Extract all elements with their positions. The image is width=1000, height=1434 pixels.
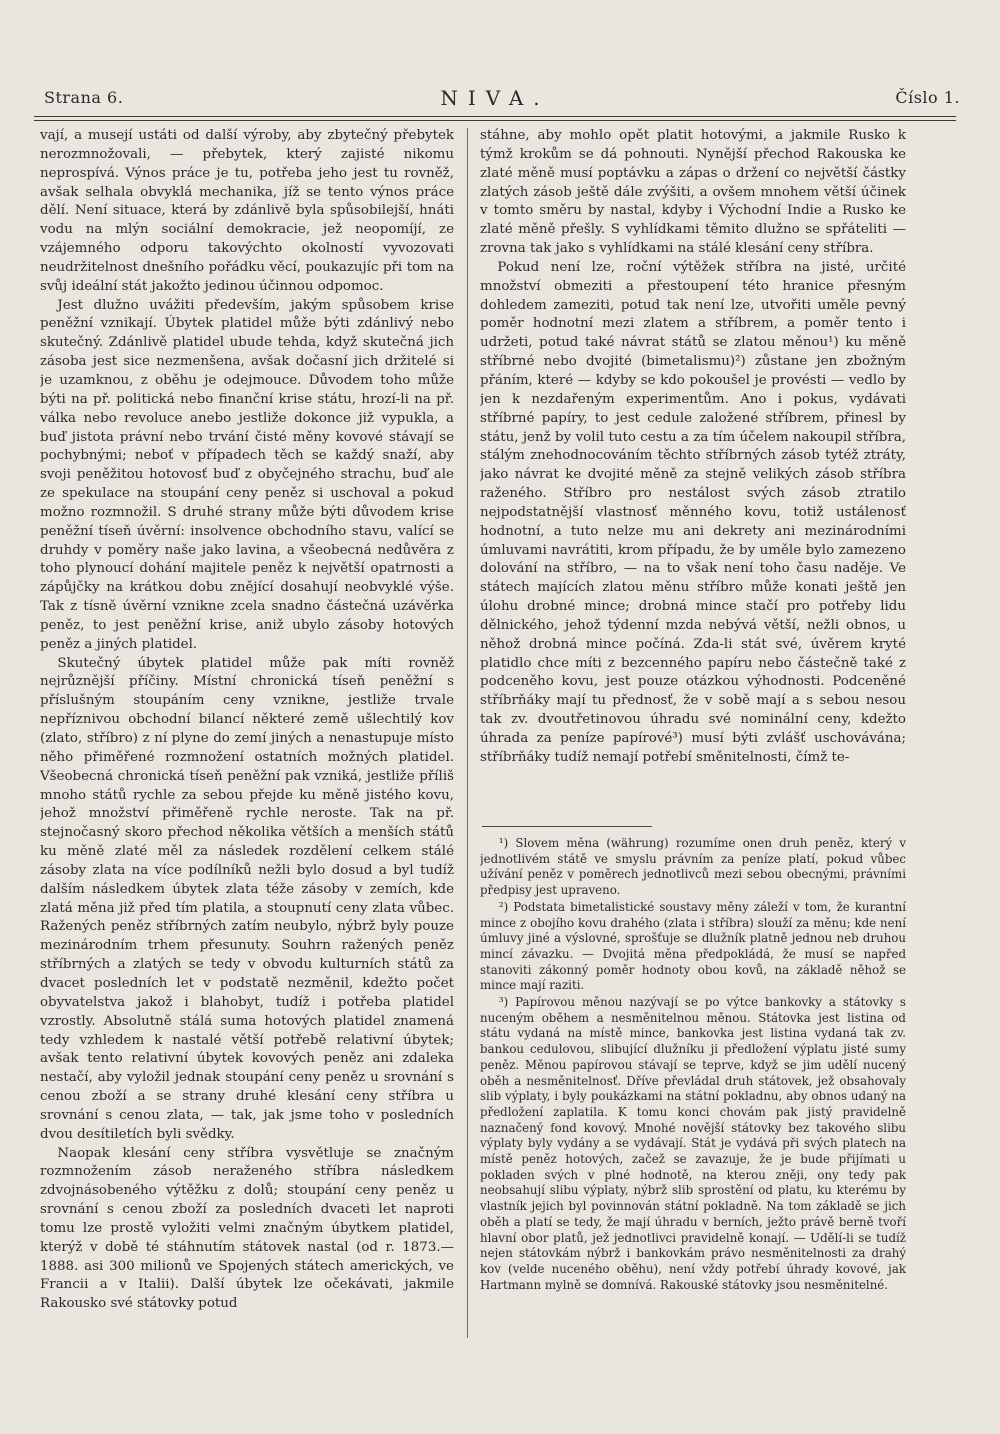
paragraph: stáhne, aby mohlo opět platit hotovými, a jakmile Rusko k týmž krokům se dá pohnouti. Nynější přechod Rakouska ke zlaté měně musí poptávku a zápas o držení co největší částky zlatých zásob ještě dále zvýšiti, a ovšem mnohem větší účinek v tomto směru by nastal, kdyby i Východní Indie a Rusko ke zlaté měně přešly. S vyhlídkami těmito dlužno se spřáteliti — zrovna tak jako s vyhlídkami na stálé klesání ceny stříbra. bbox=[480, 128, 906, 257]
issue-number: Číslo 1. bbox=[895, 88, 960, 107]
running-header bbox=[30, 86, 960, 112]
right-column bbox=[480, 127, 906, 817]
paragraph: Pokud není lze, roční výtěžek stříbra na jisté, určité množství obmeziti a přestoupení této hranice přesným dohledem zameziti, potud tak není lze, utvořiti uměle pevný poměr hodnotní mezi zlatem a stříbrem, a poměr tento i udržeti, potud také návrat států se zlatou měnou¹) ku měně stříbrné nebo dvojité (bimetalismu)²) zůstane jen zbožným přáním, které — kdyby se kdo pokoušel je provésti — vedlo by jen k nezdařeným experimentům. Ano i pokus, vydávati stříbrné papíry, to jest cedule založené stříbrem, přinesl by státu, jenž by volil tuto cestu a za tím účelem nakoupil stříbra, stálým znehodnocováním těchto stříbrných zásob tytéž ztráty, jako návrat ke dvojité měně za stejně velikých zásob stříbra raženého. Stříbro pro nestálost svých zásob ztratilo nejpodstatnější vlastnosť měnného kovu, totiž ustálenosť hodnotní, a tuto nelze mu ani dekrety ani mezinárodními úmluvami navrátiti, krom případu, že by uměle bylo zamezeno dolování na stříbro, — na to však není toho času naděje. Ve státech majících zlatou měnu stříbro může konati ještě jen úlohu drobné mince; drobná mince stačí pro potřeby lidu dělnického, jehož týdenní mzda nebývá větší, nežli obnos, u něhož drobná mince počíná. Zda-li stát své, úvěrem kryté platidlo chce míti z bezcenného papíru nebo částečně také z podceněho kovu, jest pouze otázkou výhodnosti. Podceněné stříbrňáky mají tu přednosť, že v sobě mají a s sebou nesou tak zv. dvoutřetinovou úhradu své nominální ceny, kdežto úhrada za peníze papírové³) musí býti zvlášť uschovávána; stříbrňáky tudíž nemají potřebí směnitelnosti, čímž te- bbox=[480, 259, 906, 765]
footnote: ³) Papírovou měnou nazývají se po výtce bankovky a státovky s nuceným oběhem a nesměnitelnou měnou. Státovka jest listina od státu vydaná na místě mince, bankovka jest listina vydaná tak zv. bankou cedulovou, slibující dlužníku ji předložení výplatu jisté sumy peněz. Měnou papírovou stávají se teprve, když se jim udělí nucený oběh a nesměnitelnosť. Dříve převládal druh státovek, jež obsahovaly slib výplaty, i byly poukázkami na státní pokladnu, aby obnos udaný na předložení zaplatila. K tomu konci chovám pak jistý pravidelně naznačený fond kovový. Mnohé novější státovky bez takového slibu výplaty byly vydány a se vydávají. Stát je vydává při svých platech na místě peněz hotových, začež se zavazuje, že je bude přijímati u pokladen svých v plné hodnotě, na kterou zněji, ony tedy pak neobsahují slibu výplaty, nýbrž slib sprostění od platu, ku kterému by vlastník jejich byl povinnován státní pokladně. Na tom základě se jich oběh a platí se tedy, že mají úhradu v berních, ježto právě berně tvoří hlavní obor platů, jež jednotlivci pravidelně konají. — Udělí-li se tudíž nejen státovkám nýbrž i bankovkám právo nesměnitelnosti za drahý kov (velde nuceného oběhu), není vždy potřebí úhrady kovové, jak Hartmann mylně se domnívá. Rakouské státovky jsou nesměnitelné. bbox=[480, 995, 906, 1292]
header-rule bbox=[34, 116, 956, 121]
journal-title: NIVA. bbox=[440, 86, 550, 110]
footnote: ²) Podstata bimetalistické soustavy měny záleží v tom, že kurantní mince z obojího kovu drahého (zlata i stříbra) slouží za měnu; kde není úmluvy jiné a výslovné, sprošťuje se dlužník platně jednou neb druhou mincí závazku. — Dvojitá měna předpokládá, že musí se napřed stanoviti zákonný poměr hodnoty obou kovů, na základě něhož se mince mají raziti. bbox=[480, 899, 906, 993]
paragraph: vají, a musejí ustáti od další výroby, aby zbytečný přebytek nerozmnožovali, — přebytek, který zajisté nikomu neprospívá. Výnos práce je tu, potřeba jeho jest tu rovněž, avšak selhala obvyklá mechanika, jíž se tento výnos práce dělí. Není situace, která by zdánlivě byla spůsobilejší, hnáti vodu na mlýn sociální demokracie, jež neopomíjí, ze vzájemného odporu takovýchto okolností vyvozovati neudržitelnost dnešního pořádku věcí, poukazujíc při tom na svůj ideální stát jakožto jedinou účinnou odpomoc. bbox=[40, 128, 454, 294]
footnote-rule bbox=[482, 826, 652, 827]
paragraph: Skutečný úbytek platidel může pak míti rovněž nejrůznější příčiny. Místní chronická tíseň peněžní s příslušným stoupáním ceny vznikne, jestliže trvale nepříznivou obchodní bilancí některé země ušlechtilý kov (zlato, stříbro) z ní plyne do zemí jiných a nenastupuje místo něho přiměřené rozmnožení ostatních možných platidel. Všeobecná chronická tíseň peněžní pak vzniká, jestliže příliš mnoho států rychle za sebou přejde ku měně jistého kovu, jehož množství přiměřeně rychle neroste. Tak na př. stejnočasný skoro přechod několika větších a menších států ku měně zlaté měl za následek rozdělení celkem stálé zásoby zlata na více podílníků nežli bylo dosud a byl tudíž dalším následkem úbytek zlata téže zásoby v zemích, kde zlatá měna již před tím platila, a stoupnutí ceny zlata vůbec. Ražených peněz stříbrných zatím neubylo, nýbrž byly pouze mezinárodním trhem přesunuty. Souhrn ražených peněz stříbrných a zlatých se tedy v obvodu kulturních států za dvacet posledních let v podstatě nezměnil, kdežto počet obyvatelstva jakož i blahobyt, tudíž i potřeba platidel vzrostly. Absolutně stálá suma hotových platidel znamená tedy vzhledem k nastalé větší potřebě relativní úbytek; avšak tento relativní úbytek kovových peněz ani zdaleka nestačí, aby vyložil jednak stoupání ceny peněz u srovnání s cenou zboží a se strany druhé klesání ceny stříbra u srovnání s cenou zlata, — tak, jak jsme toho v posledních dvou desítiletích byli svědky. bbox=[40, 655, 454, 1142]
paragraph: Jest dlužno uvážiti především, jakým spůsobem krise peněžní vznikají. Úbytek platidel může býti zdánlivý nebo skutečný. Zdánlivě platidel ubude tehda, když skutečná jich zásoba jest sice nezmenšena, avšak dočasní jich držitelé si je uzamknou, z oběhu je odejmouce. Důvodem toho může býti na př. politická nebo finanční krise státu, hrozí-li na př. válka nebo revoluce anebo jestliže dokonce již vypukla, a buď jistota právní nebo trvání čisté měny kovové stávají se pochybnými; neboť v případech těch se každý snaží, aby svoji peněžitou hotovosť buď z obyčejného strachu, buď ale ze spekulace na stoupání ceny peněz si uschoval a pokud možno rozmnožil. S druhé strany může býti důvodem krise peněžní tíseň úvěrní: insolvence obchodního stavu, valící se druhdy v poměry naše jako lavina, a všeobecná nedůvěra z toho plynoucí dohání majitele peněz k největší opatrnosti a zápůjčky na krátkou dobu znějící dosahují neobvyklé výše. Tak z tísně úvěrní vznikne zcela snadno částečná uzávěrka peněz, to jest peněžní krise, aniž ubylo zásoby hotových peněz a jiných platidel. bbox=[40, 297, 454, 652]
paragraph: Naopak klesání ceny stříbra vysvětluje se značným rozmnožením zásob neraženého stříbra následkem zdvojnásobeného výtěžku z dolů; stoupání ceny peněz u srovnání s cenou zboží za posledních dvaceti let naproti tomu lze prostě vyložiti velmi značným úbytkem platidel, kterýž v době té stáhnutím státovek nastal (od r. 1873.—1888. asi 300 milionů ve Spojených státech amerických, ve Francii a v Italii). Další úbytek lze očekávati, jakmile Rakousko své státovky potud bbox=[40, 1145, 454, 1312]
column-divider bbox=[467, 128, 468, 1338]
footnotes bbox=[480, 836, 906, 1346]
left-column bbox=[40, 127, 454, 1372]
page-number: Strana 6. bbox=[44, 88, 124, 107]
footnote: ¹) Slovem měna (währung) rozumíme onen druh peněz, který v jednotlivém státě ve smyslu právním za peníze platí, pokud vůbec užívání peněz v poměrech jednotlivců mezi sebou obecnými, právními předpisy jest upraveno. bbox=[480, 836, 906, 898]
